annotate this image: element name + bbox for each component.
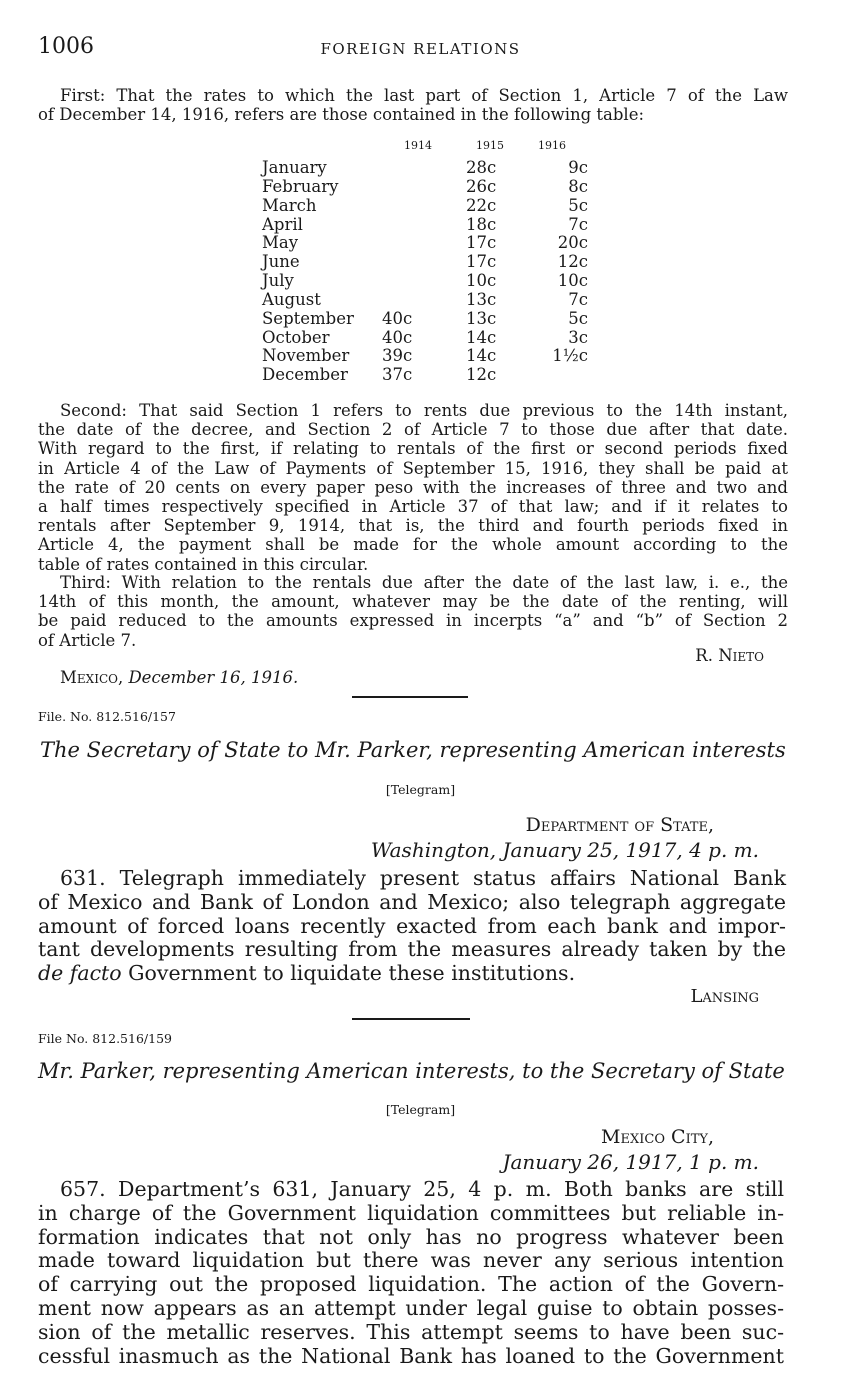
table-cell-rate-1916: 9c: [568, 158, 588, 177]
second-line-3: With regard to the first, if relating to rentals of the first or second periods fixed: [38, 439, 788, 459]
table-cell-rate-1916: 8c: [568, 176, 588, 196]
doc2-line-1: 657. Department’s 631, January 25, 4 p. m. Both banks are still: [60, 1177, 784, 1201]
table-cell-month: February: [262, 176, 339, 196]
table-row: [262, 310, 588, 329]
doc1-telegram-label: [Telegram]: [385, 782, 456, 797]
table-cell-rate-1916: 1½c: [552, 346, 588, 366]
table-cell-rate-1915: 12c: [466, 365, 497, 385]
doc1-sender: Department of State,: [525, 814, 714, 836]
table-cell-rate-1914: 40c: [382, 327, 413, 347]
section-divider-2: [352, 1018, 470, 1020]
third-line-3: be paid reduced to the amounts expressed in incerpts “a” and “b” of Section 2: [38, 611, 788, 631]
doc2-body: [38, 1178, 784, 1368]
doc1-dateline: Washington, January 25, 1917, 4 p. m.: [370, 838, 759, 862]
third-line-1: Third: With relation to the rentals due after the date of the last law, i. e., the: [60, 573, 788, 592]
doc2-dateline: January 26, 1917, 1 p. m.: [502, 1150, 759, 1174]
doc2-line-8: cessful inasmuch as the National Bank has loaned to the Government: [38, 1343, 784, 1368]
doc1-line-5: [38, 962, 786, 986]
table-row: [262, 216, 588, 235]
table-cell-month: November: [262, 346, 350, 366]
table-row: [262, 159, 588, 178]
table-row: [262, 347, 588, 366]
table-cell-rate-1915: 14c: [466, 346, 497, 366]
table-cell-rate-1915: 10c: [466, 271, 497, 291]
second-paragraph: [38, 401, 788, 574]
doc2-line-2: in charge of the Government liquidation committees but reliable in-: [38, 1200, 784, 1225]
table-header-row: [262, 139, 588, 159]
third-paragraph: [38, 573, 788, 650]
table-cell-rate-1915: 13c: [466, 289, 497, 309]
doc2-telegram-label: [Telegram]: [385, 1102, 456, 1117]
table-cell-month: May: [262, 233, 299, 253]
table-cell-rate-1916: 20c: [557, 233, 588, 253]
table-cell-rate-1914: [382, 272, 466, 291]
doc1-line-3: amount of forced loans recently exacted from each bank and impor-: [38, 913, 786, 938]
first-line-2: of December 14, 1916, refers are those contained in the following table:: [38, 105, 645, 125]
running-title: FOREIGN RELATIONS: [320, 40, 521, 58]
table-cell-rate-1915: 17c: [466, 252, 497, 272]
file-number-157: File. No. 812.516/157: [38, 709, 176, 724]
section-divider-1: [352, 696, 468, 698]
third-line-2: 14th of this month, the amount, whatever may be the date of the renting, will: [38, 592, 788, 612]
table-cell-rate-1915: 22c: [466, 195, 497, 215]
table-cell-rate-1915: 18c: [466, 214, 497, 234]
doc1-line-5-rest: Government to liquidate these institutions.: [121, 961, 576, 986]
table-cell-rate-1914: [382, 291, 466, 310]
table-cell-rate-1914: [382, 197, 466, 216]
table-cell-month: September: [262, 308, 354, 328]
table-cell-rate-1915: 17c: [466, 233, 497, 253]
doc1-line-4: tant developments resulting from the measures already taken by the: [38, 937, 786, 962]
table-cell-month: April: [262, 214, 303, 234]
doc1-heading: The Secretary of State to Mr. Parker, representing American interests: [40, 738, 786, 762]
table-row: [262, 272, 588, 291]
table-cell-month: August: [262, 289, 321, 309]
table-cell-rate-1915: 13c: [466, 308, 497, 328]
table-cell-month: October: [262, 327, 330, 347]
table-cell-rate-1914: [382, 234, 466, 253]
second-line-1: Second: That said Section 1 refers to rents due previous to the 14th instant,: [60, 401, 788, 420]
doc1-body: [38, 867, 786, 986]
table-row: [262, 234, 588, 253]
first-line-1: First: That the rates to which the last part of Section 1, Article 7 of the Law: [60, 86, 788, 105]
table-cell-month: January: [262, 158, 327, 177]
table-row: [262, 329, 588, 348]
doc2-line-4: made toward liquidation but there was never any serious intention: [38, 1248, 784, 1273]
table-cell-rate-1914: [382, 159, 466, 178]
second-line-4: in Article 4 of the Law of Payments of September 15, 1916, they shall be paid at: [38, 458, 788, 478]
doc2-line-3: formation indicates that not only has no progress whatever been: [38, 1224, 784, 1249]
table-cell-rate-1916: 12c: [557, 252, 588, 272]
table-row: [262, 178, 588, 197]
file-number-159: File No. 812.516/159: [38, 1031, 172, 1046]
table-cell-rate-1916: 7c: [568, 214, 588, 234]
table-row: [262, 291, 588, 310]
table-cell-rate-1915: 26c: [466, 176, 497, 196]
table-cell-rate-1916: 3c: [568, 327, 588, 347]
rates-table: [262, 139, 588, 385]
table-header-1916: 1916: [538, 139, 566, 152]
doc2-line-6: ment now appears as an attempt under legal guise to obtain posses-: [38, 1295, 784, 1320]
second-line-7: rentals after September 9, 1914, that is, the third and fourth periods fixed in: [38, 516, 788, 536]
table-row: [262, 197, 588, 216]
first-paragraph: [38, 86, 788, 124]
table-row: [262, 253, 588, 272]
doc1-line-2: of Mexico and Bank of London and Mexico; also telegraph aggregate: [38, 889, 786, 914]
page-number: 1006: [38, 34, 94, 59]
table-cell-rate-1914: [382, 253, 466, 272]
table-cell-rate-1915: 14c: [466, 327, 497, 347]
table-cell-month: December: [262, 365, 348, 385]
second-line-8: Article 4, the payment shall be made for the whole amount according to the: [38, 535, 788, 555]
doc1-de-facto: de facto: [38, 961, 122, 986]
third-line-4: of Article 7.: [38, 630, 137, 650]
table-cell-rate-1916: 5c: [568, 308, 588, 328]
table-cell-month: March: [262, 195, 317, 215]
circular-place: Mexico,: [60, 668, 124, 687]
table-cell-rate-1916: 7c: [568, 289, 588, 309]
doc1-line-1: 631. Telegraph immediately present status affairs National Bank: [60, 866, 786, 890]
table-cell-rate-1916: 10c: [557, 271, 588, 291]
table-row: [262, 366, 588, 385]
doc2-line-5: of carrying out the proposed liquidation. The action of the Govern-: [38, 1272, 784, 1297]
circular-dateline: [60, 668, 298, 687]
second-line-9: table of rates contained in this circular.: [38, 554, 369, 574]
table-cell-rate-1914: 40c: [382, 308, 413, 328]
table-cell-rate-1914: [382, 216, 466, 235]
doc2-line-7: sion of the metallic reserves. This attempt seems to have been suc-: [38, 1319, 784, 1344]
table-header-1914: 1914: [404, 139, 432, 152]
table-cell-rate-1916: 5c: [568, 195, 588, 215]
table-cell-rate-1916: [538, 366, 588, 385]
doc2-heading: Mr. Parker, representing American interests, to the Secretary of State: [38, 1059, 785, 1083]
table-cell-month: June: [262, 252, 300, 272]
table-header-1915: 1915: [476, 139, 504, 152]
table-cell-rate-1914: [382, 178, 466, 197]
table-header-month: [262, 139, 382, 159]
circular-date: December 16, 1916.: [128, 668, 299, 687]
table-cell-month: July: [262, 271, 294, 291]
second-line-5: the rate of 20 cents on every paper peso with the increases of three and two and: [38, 477, 788, 497]
second-line-6: a half times respectively specified in Article 37 of that law; and if it relates to: [38, 497, 788, 517]
table-cell-rate-1914: 39c: [382, 346, 413, 366]
circular-signature: R. Nieto: [695, 646, 764, 665]
table-cell-rate-1915: 28c: [466, 158, 497, 177]
table-cell-rate-1914: 37c: [382, 365, 413, 385]
doc2-sender: Mexico City,: [601, 1126, 714, 1148]
doc1-signature: Lansing: [690, 986, 759, 1007]
second-line-2: the date of the decree, and Section 2 of Article 7 to those due after that date.: [38, 420, 788, 440]
